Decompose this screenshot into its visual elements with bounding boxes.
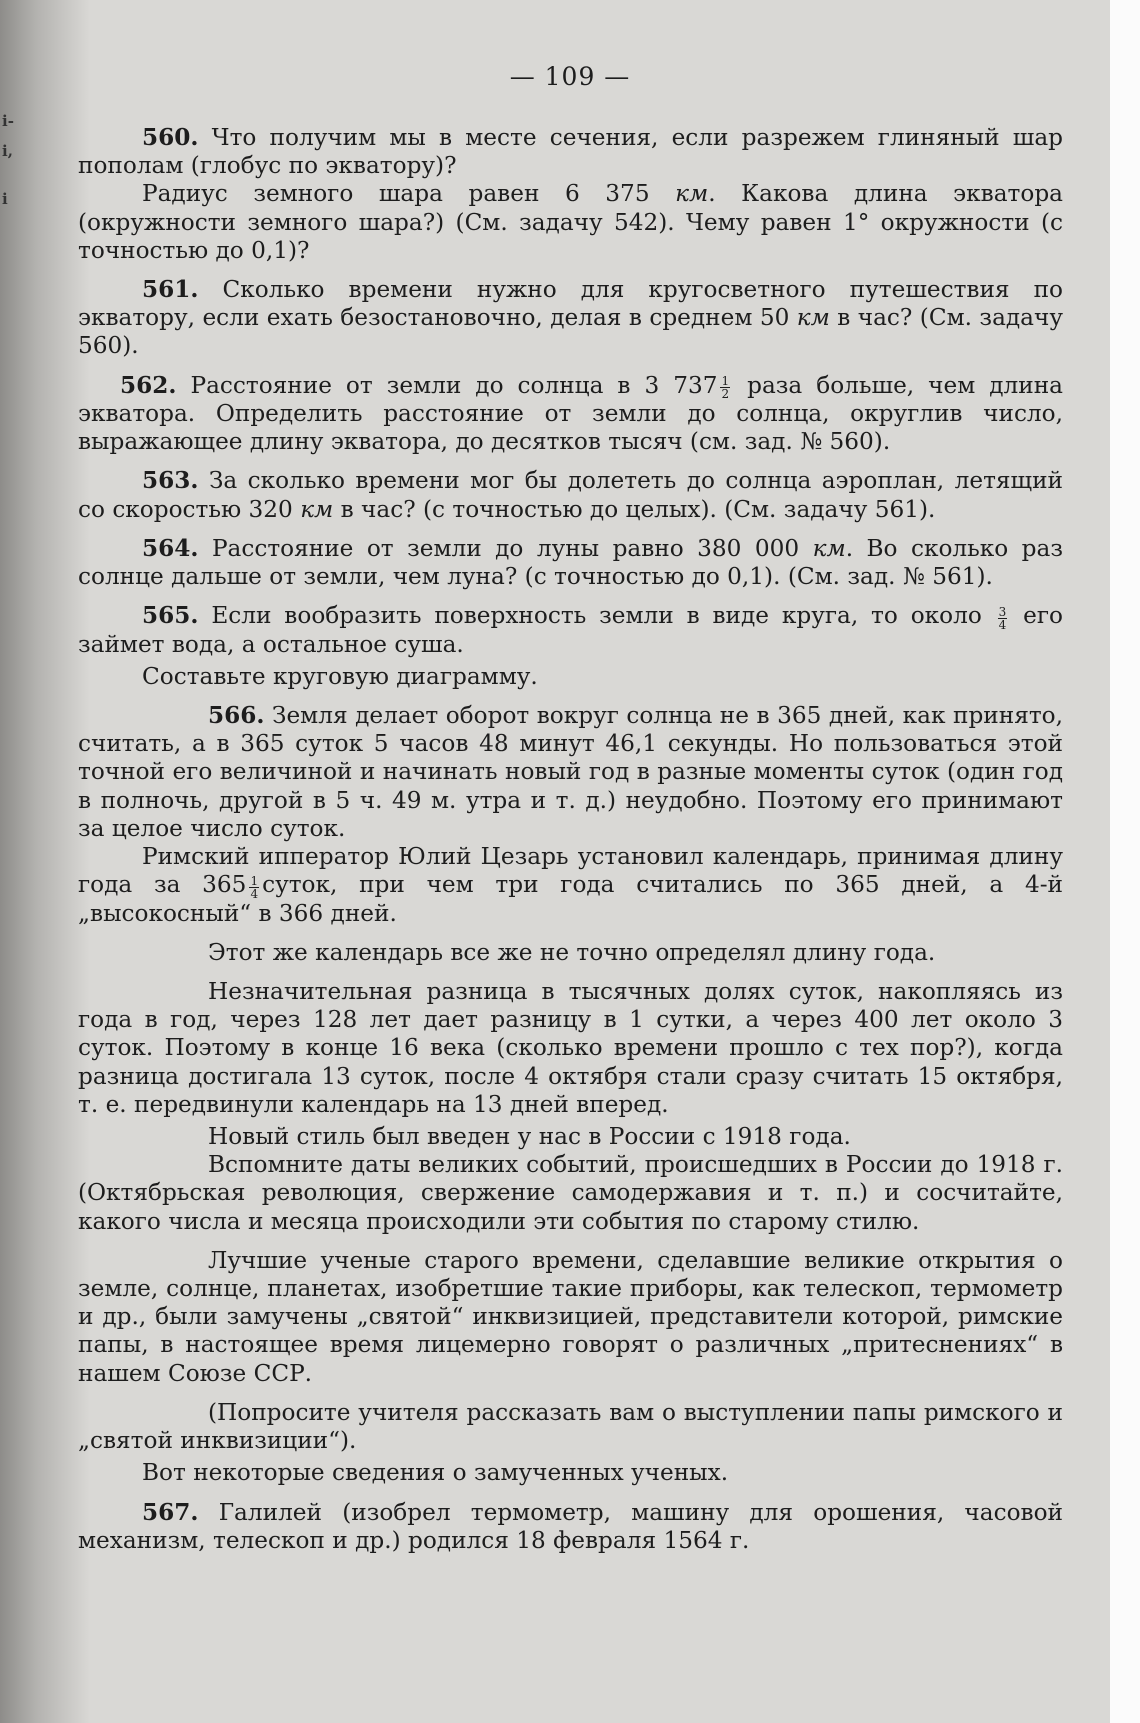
margin-mark: і — [2, 190, 8, 208]
problem-number: 564. — [142, 534, 199, 562]
paragraph: (Попросите учителя рассказать вам о выступлении папы римского и „святой инквизиции“). — [78, 1398, 1063, 1455]
unit: км — [300, 495, 334, 523]
problem-number: 566. — [208, 702, 265, 730]
problem-565 — [78, 602, 1063, 659]
fraction-denominator: 4 — [250, 886, 259, 901]
problem-text: Расстояние от земли до солнца в 3 737 — [176, 371, 718, 399]
problem-563 — [78, 467, 1063, 523]
fraction — [720, 375, 730, 400]
problem-text: в час? (См. задачу 560). — [78, 304, 1063, 360]
binding-shadow — [0, 0, 90, 1723]
problem-text: Что получим мы в месте сечения, если разрежем глиняный шар пополам (глобус по экватору)? — [78, 124, 1063, 180]
problem-562 — [78, 372, 1063, 457]
problem-560 — [78, 124, 1063, 180]
margin-mark: і- — [2, 112, 14, 130]
problem-number: 563. — [142, 467, 199, 495]
problem-number: 560. — [142, 124, 199, 151]
fraction-denominator: 4 — [998, 617, 1007, 632]
problem-text: Радиус земного шара равен 6 375 — [142, 180, 676, 208]
problem-565-task: Составьте круговую диаграмму. — [142, 662, 538, 690]
paragraph: Вот некоторые сведения о замученных ученых. — [142, 1459, 729, 1487]
fraction-numerator: 3 — [998, 604, 1007, 619]
problem-text: Сколько времени нужно для кругосветного путешествия по экватору, если ехать безостановочно, делая в среднем 50 — [78, 276, 1063, 332]
fraction — [998, 606, 1008, 631]
problem-text: Если вообразить поверхность земли в виде круга, то около — [198, 602, 995, 630]
unit: км — [812, 534, 846, 562]
problem-567 — [78, 1499, 1063, 1555]
problem-566 — [78, 702, 1063, 843]
problem-text: раза больше, чем длина экватора. Определить расстояние от земли до солнца, округлив число, выражающее длину экватора, до десятков тысяч (см. зад. № 560). — [78, 371, 1063, 456]
problem-560-cont — [78, 180, 1063, 265]
unit: км — [675, 180, 709, 208]
problem-text: Галилей (изобрел термометр, машину для орошения, часовой механизм, телескоп и др.) родился 18 февраля 1564 г. — [78, 1498, 1063, 1554]
paragraph: Лучшие ученые старого времени, сделавшие великие открытия о земле, солнце, планетах, изобретшие такие приборы, как телескоп, термометр и др., были замучены „святой“ инквизицией, представители которой, римские папы, в настоящее время лицемерно говорят о различных „притеснениях“ в нашем Союзе ССР. — [78, 1246, 1063, 1387]
problem-text: Расстояние от земли до луны равно 380 000 — [198, 534, 813, 562]
paragraph: Новый стиль был введен у нас в России с 1918 года. — [208, 1123, 851, 1151]
problem-number: 565. — [142, 602, 199, 630]
paragraph: Этот же календарь все же не точно определял длину года. — [208, 938, 936, 966]
problem-text: Римский ипператор Юлий Цезарь установил календарь, принимая длину года за 365 — [78, 843, 1063, 899]
problem-text: . Во сколько раз солнце дальше от земли, чем луна? (с точностью до 0,1). (См. зад. № 561). — [78, 534, 1063, 591]
problem-561 — [78, 276, 1063, 361]
right-margin — [1110, 0, 1140, 1723]
paragraph: Незначительная разница в тысячных долях суток, накопляясь из года в год, через 128 лет дает разницу в 1 сутки, а через 400 лет около 3 суток. Поэтому в конце 16 века (сколько времени прошло с тех пор?), когда разница достигала 13 суток, после 4 октября стали сразу считать 15 октября, т. е. передвинули календарь на 13 дней вперед. — [78, 978, 1063, 1118]
problem-text: Земля делает оборот вокруг солнца не в 365 дней, как принято, считать, а в 365 суток 5 часов 48 минут 46,1 секунды. Но пользоваться этой точной его величиной и начинать новый год в разные моменты суток (один год в полночь, другой в 5 ч. 49 м. утра и т. д.) неудобно. Поэтому его принимают за целое число суток. — [78, 702, 1063, 842]
problem-number: 561. — [142, 276, 199, 304]
page-number: — 109 — — [509, 62, 631, 91]
fraction-denominator: 2 — [721, 387, 730, 402]
fraction-numerator: 1 — [721, 374, 730, 389]
problem-number: 567. — [142, 1498, 199, 1526]
problem-text: За сколько времени мог бы долететь до солнца аэроплан, летящий со скоростью 320 — [78, 467, 1063, 523]
fraction — [249, 875, 259, 900]
problem-number: 562. — [120, 371, 177, 399]
problem-text: . Какова длина экватора (окружности земного шара?) (См. задачу 542). Чему равен 1° окружности (с точностью до 0,1)? — [78, 180, 1063, 264]
page-body — [78, 124, 1063, 1555]
margin-mark: і, — [2, 142, 13, 160]
paragraph: Вспомните даты великих событий, происшедших в России до 1918 г. (Октябрьская революция, свержение самодержавия и т. п.) и сосчитайте, какого числа и месяца происходили эти события по старому стилю. — [78, 1151, 1063, 1235]
problem-text: его займет вода, а остальное суша. — [78, 602, 1064, 658]
problem-564 — [78, 535, 1063, 591]
problem-566-caesar — [78, 843, 1063, 928]
unit: км — [796, 304, 830, 332]
fraction-numerator: 1 — [250, 873, 259, 888]
problem-text: в час? (с точностью до целых). (См. задачу 561). — [333, 495, 936, 523]
problem-text: суток, при чем три года считались по 365 дней, а 4-й „высокосный“ в 366 дней. — [78, 871, 1064, 927]
